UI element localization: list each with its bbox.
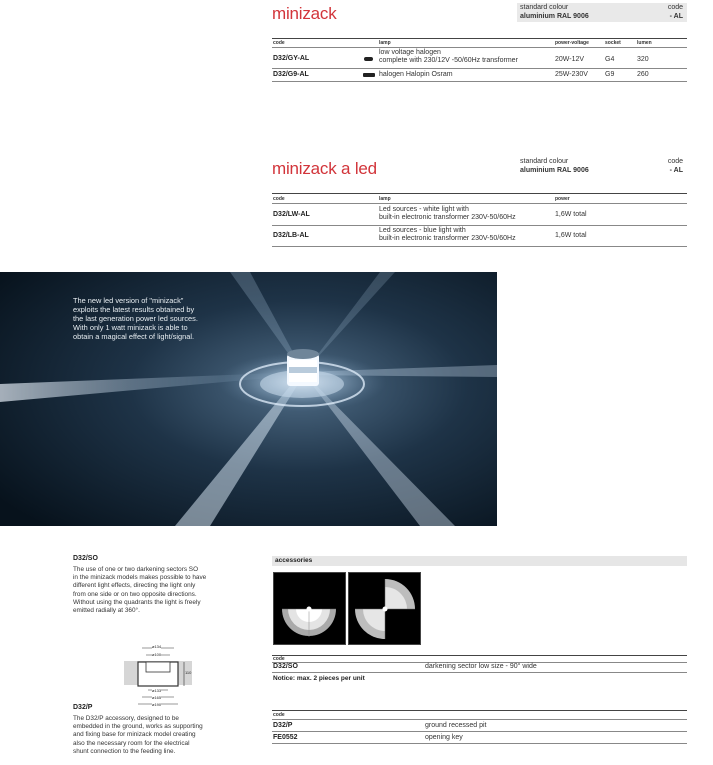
table-row-lamp: Led sources - blue light with built-in electronic transformer 230V-50/60Hz (379, 227, 516, 242)
dim-label: ø133 (152, 688, 162, 693)
beam-diagram-two-sectors (348, 572, 421, 645)
d32p-description: The D32/P accessory, designed to be embedded in the ground, works as supporting and fixing base for minizack model creating also the necessary room for the electrical shunt connection to the feeding line. (73, 715, 203, 755)
photo-caption: The new led version of "minizack" exploits the latest results obtained by the last generation power led sources. With only 1 watt minizack is able to obtain a magical effect of light/signal. (73, 296, 198, 341)
table-row-lumen: 260 (637, 71, 649, 78)
d32p-technical-drawing (124, 644, 192, 710)
colour-label: standard colour (520, 4, 569, 11)
table-row-desc: opening key (425, 734, 463, 741)
table-row-power: 1,6W total (555, 232, 587, 239)
code-value: - AL (669, 166, 683, 174)
led-colour-box (517, 157, 641, 178)
table-row-code: D32/SO (273, 663, 298, 670)
d32so-description: The use of one or two darkening sectors SO in the minizack models makes possible to have different light effects, directing the light only from one side or on two opposite directions. Without using the quadrants the light is freely emitted radially at 360°. (73, 566, 207, 615)
table-row-power: 1,6W total (555, 211, 587, 218)
table-row-code: D32/LW-AL (273, 211, 310, 218)
led-code-box (641, 157, 687, 178)
table-row-code: D32/GY-AL (273, 55, 310, 62)
header-code: code (273, 656, 285, 662)
table-row-lamp: low voltage halogen complete with 230/12V -50/60Hz transformer (379, 49, 518, 64)
dim-label: 110 (185, 670, 192, 675)
table-row-code: FE0552 (273, 734, 298, 741)
table-row-socket: G9 (605, 71, 615, 78)
colour-value: aluminium RAL 9006 (520, 166, 589, 174)
dim-label: ø190 (152, 702, 162, 707)
header-code: code (273, 196, 285, 202)
table-row-lamp: Led sources - white light with built-in electronic transformer 230V-50/60Hz (379, 206, 516, 221)
accessories-title: accessories (275, 557, 313, 564)
table-row-code: D32/G9-AL (273, 71, 309, 78)
table-row-code: D32/P (273, 722, 293, 729)
table-row-lamp: halogen Halopin Osram (379, 71, 453, 78)
minizack-led-title: minizack a led (272, 159, 377, 178)
header-power: power-voltage (555, 40, 589, 46)
header-code: code (273, 40, 285, 46)
dim-label: ø165 (152, 695, 162, 700)
table-row-desc: ground recessed pit (425, 722, 487, 729)
table-row-power: 25W-230V (555, 71, 588, 78)
bulb-g9-icon (363, 73, 375, 77)
minizack-code-box (641, 3, 687, 22)
colour-label: standard colour (520, 158, 569, 165)
dim-label: ø100 (152, 652, 162, 657)
colour-value: aluminium RAL 9006 (520, 12, 589, 20)
table-row-power: 20W-12V (555, 56, 585, 63)
code-value: - AL (669, 12, 683, 20)
header-lamp: lamp (379, 196, 391, 202)
code-label: code (667, 4, 683, 11)
header-power: power (555, 196, 570, 202)
table-row-lumen: 320 (637, 56, 649, 63)
minizack-colour-box (517, 3, 641, 22)
table-row-code: D32/LB-AL (273, 232, 309, 239)
d32so-heading: D32/SO (73, 555, 98, 562)
header-code: code (273, 712, 285, 718)
header-socket: socket (605, 40, 621, 46)
code-label: code (667, 158, 683, 165)
table-row-socket: G4 (605, 56, 615, 63)
dim-label: ø134 (152, 644, 162, 649)
product-photo (0, 272, 497, 526)
header-lamp: lamp (379, 40, 391, 46)
accessories-header (272, 556, 687, 566)
bulb-g4-icon (364, 57, 373, 61)
beam-diagram-one-sector (273, 572, 346, 645)
minizack-title: minizack (272, 4, 337, 23)
d32p-heading: D32/P (73, 704, 93, 711)
accessories-notice: Notice: max. 2 pieces per unit (273, 675, 365, 682)
table-row-desc: darkening sector low size - 90° wide (425, 663, 537, 670)
header-lumen: lumen (637, 40, 652, 46)
